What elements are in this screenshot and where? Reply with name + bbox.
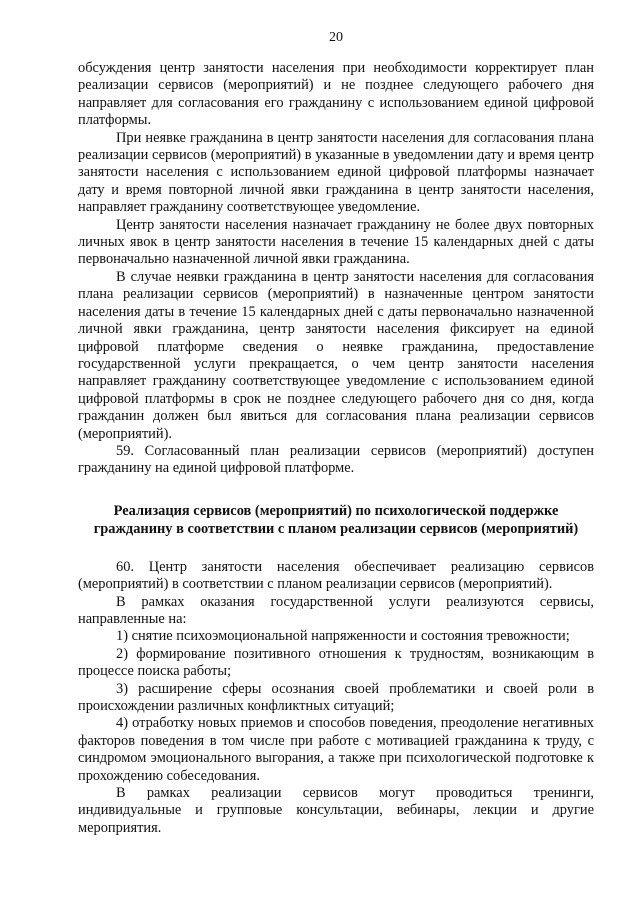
paragraph-60: 60. Центр занятости населения обеспечивает реализацию сервисов (мероприятий) в соответствии с планом реализации сервисов (мероприятий).	[78, 558, 594, 593]
paragraph-continued: обсуждения центр занятости населения при необходимости корректирует план реализации сервисов (мероприятий) и не позднее следующего рабочего дня направляет для согласования его гражданину с использованием единой цифровой платформы.	[78, 60, 594, 129]
page-number: 20	[329, 30, 343, 45]
paragraph-services-intro: В рамках оказания государственной услуги реализуются сервисы, направленные на:	[78, 593, 594, 627]
paragraph-59: 59. Согласованный план реализации сервисов (мероприятий) доступен гражданину на единой цифровой платформе.	[78, 442, 594, 477]
list-item-3: 3) расширение сферы осознания своей проблематики и своей роли в происхождении различных конфликтных ситуаций;	[78, 680, 594, 714]
paragraph-service-termination: В случае неявки гражданина в центр занятости населения для согласования плана реализации сервисов (мероприятий) в назначенные центром занятости населения даты в течение 15 календарных дней с даты первоначально назначенной личной явки гражданина, центр занятости населения фиксирует на единой цифровой платформе сведения о неявке гражданина, предоставление государственной услуги прекращается, о чем центр занятости населения направляет гражданину соответствующее уведомление с использованием единой цифровой платформы в срок не позднее следующего рабочего дня со дня, когда гражданин должен был явиться для согласования плана реализации сервисов (мероприятий).	[78, 268, 594, 442]
list-item-2: 2) формирование позитивного отношения к трудностям, возникающим в процессе поиска работы;	[78, 645, 594, 680]
document-body	[78, 60, 594, 837]
list-item-4: 4) отработку новых приемов и способов поведения, преодоление негативных факторов поведения в том числе при работе с мотивацией гражданина к труду, с синдромом эмоционального выгорания, а также при психологической подготовке к прохождению собеседования.	[78, 715, 594, 784]
paragraph-activities: В рамках реализации сервисов могут проводиться тренинги, индивидуальные и групповые консультации, вебинары, лекции и другие мероприятия.	[78, 785, 594, 836]
section-heading: Реализация сервисов (мероприятий) по психологической поддержке гражданину в соответствии с планом реализации сервисов (мероприятий)	[93, 502, 579, 537]
paragraph-repeat-visits: Центр занятости населения назначает гражданину не более двух повторных личных явок в центр занятости населения в течение 15 календарных дней с даты первоначально назначенной личной явки гражданина.	[78, 216, 594, 268]
list-item-1: 1) снятие психоэмоциональной напряженности и состояния тревожности;	[116, 628, 570, 645]
paragraph-no-show: При неявке гражданина в центр занятости населения для согласования плана реализации сервисов (мероприятий) в указанные в уведомлении дату и время центр занятости населения с использованием единой цифровой платформы назначает дату и время повторной личной явки гражданина в центр занятости населения, направляет гражданину соответствующее уведомление.	[78, 129, 594, 216]
